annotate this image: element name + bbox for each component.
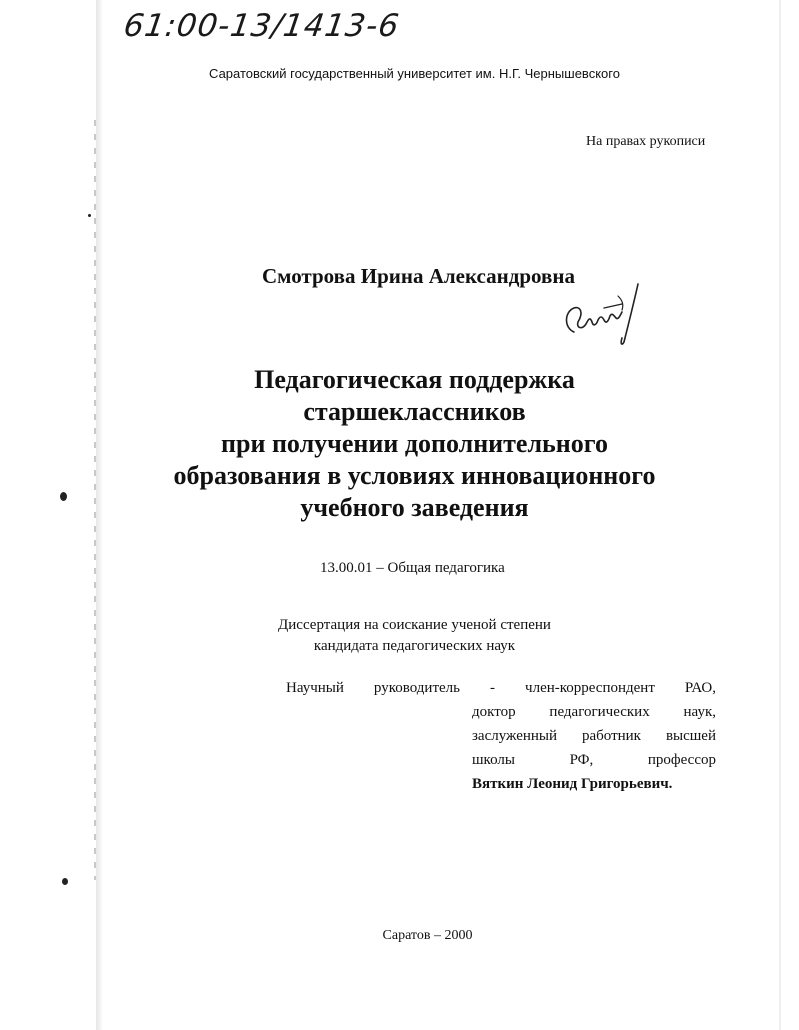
degree-line: Диссертация на соискание ученой степени bbox=[278, 617, 551, 633]
archive-code: 61:00-13/1413-6 bbox=[121, 8, 402, 44]
specialty-code: 13.00.01 – Общая педагогика bbox=[320, 560, 505, 576]
city-year: Саратов – 2000 bbox=[382, 928, 473, 943]
title-line: образования в условиях инновационного bbox=[173, 461, 656, 490]
scan-speck bbox=[62, 878, 68, 885]
author-name: Смотрова Ирина Александровна bbox=[262, 264, 575, 288]
advisor-line: школы РФ, профессор bbox=[472, 752, 716, 768]
advisor-line: доктор педагогических наук, bbox=[472, 704, 716, 720]
title-line: Педагогическая поддержка bbox=[254, 365, 575, 394]
advisor-name: Вяткин Леонид Григорьевич. bbox=[472, 776, 673, 792]
scan-speck bbox=[88, 214, 91, 217]
signature-image bbox=[560, 282, 650, 352]
title-line: учебного заведения bbox=[300, 493, 529, 522]
rights-note: На правах рукописи bbox=[586, 134, 706, 149]
dissertation-title bbox=[0, 364, 799, 524]
degree-line: кандидата педагогических наук bbox=[313, 638, 516, 654]
scientific-advisor bbox=[286, 676, 716, 796]
university-name: Саратовский государственный университет им. Н.Г. Чернышевского bbox=[209, 66, 620, 81]
advisor-line: заслуженный работник высшей bbox=[472, 728, 716, 744]
title-line: старшеклассников bbox=[303, 397, 526, 426]
advisor-line: Научный руководитель - член-корреспондент РАО, bbox=[286, 680, 716, 696]
degree-statement bbox=[0, 615, 799, 657]
title-line: при получении дополнительного bbox=[221, 429, 608, 458]
